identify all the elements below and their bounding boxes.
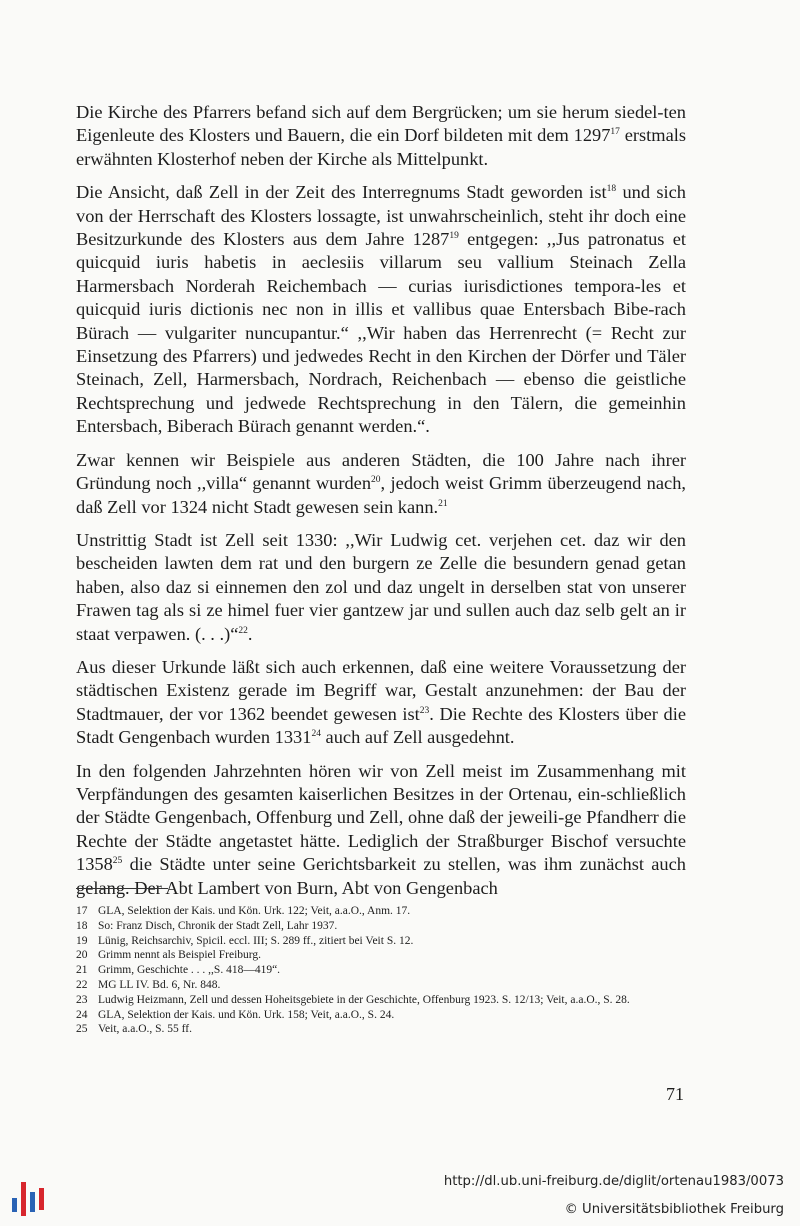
footnote-text: GLA, Selektion der Kais. und Kön. Urk. 122; Veit, a.a.O., Anm. 17. (98, 905, 411, 917)
footnote-number: 25 (76, 1023, 88, 1036)
paragraph-text: und sich von der Herrschaft des Klosters lossagte, ist unwahrscheinlich, steht ihr doch eine Besitzurkunde des Klosters aus dem Jahre 1287 (76, 182, 686, 250)
paragraph-text: Zwar kennen wir Beispiele aus anderen Städten, die 100 Jahre nach ihrer Gründung noch ,,villa“ genannt wurden (76, 449, 686, 494)
footnote-number: 19 (76, 934, 88, 947)
footnote-text: MG LL IV. Bd. 6, Nr. 848. (98, 978, 221, 991)
footnote-number: 21 (76, 964, 88, 977)
footnote-ref[interactable]: 23 (419, 705, 430, 716)
page-number: 71 (666, 1084, 684, 1104)
footnote-number: 22 (76, 978, 88, 991)
paragraph-text: . Die Rechte des Klosters über die Stadt Gengenbach wurden 1331 (76, 703, 686, 748)
footer-copyright: © Universitätsbibliothek Freiburg (564, 1202, 784, 1217)
footnote-ref[interactable]: 22 (238, 625, 248, 636)
footnote (76, 1008, 688, 1023)
footnote-text: Veit, a.a.O., S. 55 ff. (98, 1023, 193, 1036)
footnote (76, 993, 688, 1008)
paragraph-text: Die Ansicht, daß Zell in der Zeit des Interregnums Stadt geworden ist (76, 182, 607, 203)
paragraph-text: Aus dieser Urkunde läßt sich auch erkennen, daß eine weitere Voraussetzung der städtischen Existenz gerade im Begriff war, Gestalt anzunehmen: der Bau der Stadtmauer, der vor 1362 beendet gewesen ist (76, 656, 686, 724)
paragraph-text: die Städte unter seine Gerichtsbarkeit zu stellen, was ihm zunächst auch gelang. Der Abt Lambert von Burn, Abt von Gengenbach (76, 854, 686, 898)
footnote-ref[interactable]: 17 (610, 127, 620, 138)
paragraph-text: auch auf Zell ausgedehnt. (320, 727, 515, 748)
footnote-separator (76, 888, 168, 889)
paragraph-text: In den folgenden Jahrzehnten hören wir von Zell meist im Zusammenhang mit Verpfändungen des gesamten kaiserlichen Besitzes in der Ortenau, ein-schließlich der Städte Gengenbach, Offenburg und Zell, ohne daß der jeweili-ge Pfandherr die Rechte der Städte angetastet hätte. Lediglich der Straßburger Bischof versuchte 1358 (76, 760, 686, 875)
footnote-number: 23 (76, 993, 88, 1006)
footnote-ref[interactable]: 19 (449, 231, 459, 242)
body-text (76, 101, 686, 910)
footnote (76, 948, 688, 963)
paragraph (76, 760, 686, 900)
footnote-ref[interactable]: 18 (606, 184, 617, 195)
footnote-text: Grimm, Geschichte . . . ,,S. 418—419“. (98, 964, 281, 977)
footnote (76, 919, 688, 934)
paragraph (76, 181, 686, 438)
footnote-ref[interactable]: 24 (311, 729, 321, 740)
footnote-number: 20 (76, 949, 88, 962)
footnote-text: Lünig, Reichsarchiv, Spicil. eccl. III; S. 289 ff., zitiert bei Veit S. 12. (98, 934, 414, 947)
paragraph-text: erstmals erwähnten Klosterhof neben der Kirche als Mittelpunkt. (76, 125, 686, 169)
paragraph-text: , jedoch weist Grimm überzeugend nach, daß Zell vor 1324 nicht Stadt gewesen sein kann. (76, 473, 686, 517)
paragraph (76, 449, 686, 519)
paragraph (76, 101, 686, 171)
footnote-ref[interactable]: 21 (438, 498, 448, 509)
footnote-number: 24 (76, 1008, 88, 1021)
footnote-text: GLA, Selektion der Kais. und Kön. Urk. 158; Veit, a.a.O., S. 24. (98, 1008, 395, 1021)
paragraph-text: Unstrittig Stadt ist Zell seit 1330: ,,Wir Ludwig cet. verjehen cet. daz wir den bescheiden lawten dem rat und den burgern ze Zelle die besundern genad getan haben, also daz si einnemen den zol und daz ungelt in derselben stat von unserer Frawen tag als si ze himel fuer vier gantzew jar und sullen auch daz selb gelt an ir staat verpawen. (. . .)“ (76, 529, 686, 644)
footnote (76, 934, 688, 949)
footer-url-link[interactable]: http://dl.ub.uni-freiburg.de/diglit/ortenau1983/0073 (443, 1174, 784, 1189)
paragraph-text: Die Kirche des Pfarrers befand sich auf dem Bergrücken; um sie herum siedel-ten Eigenleute des Klosters und Bauern, die ein Dorf bildeten mit dem 1297 (76, 102, 686, 146)
paragraph (76, 656, 686, 750)
ub-freiburg-logo-icon (10, 1178, 52, 1220)
paragraph-text: . (247, 623, 253, 644)
paragraph-text: entgegen: ,,Jus patronatus et quicquid iuris habetis in aeclesiis villarum seu vallium Steinach Zella Harmersbach Norderah Reichembach — curias iurisdictiones tempora-les et quicquid iuris dictionis nec non in illis et vallibus quae Entersbach Bibe-rach Bürach — vulgariter nuncupantur.“ ,,Wir haben das Herrenrecht (= Recht zur Einsetzung des Pfarrers) und jedwedes Recht in den Kirchen der Dörfer und Täler Steinach, Zell, Harmersbach, Nordrach, Reichenbach — ebenso die geistliche Rechtsprechung und jedwede Rechtsprechung in den Tälern, die gemeinhin Entersbach, Biberach Bürach genannt werden.“. (76, 229, 686, 437)
footnote-text: Grimm nennt als Beispiel Freiburg. (98, 949, 262, 962)
footnotes (76, 904, 688, 1037)
footnote (76, 978, 688, 993)
footnote (76, 963, 688, 978)
footnote-number: 18 (76, 919, 88, 932)
footnote-text: So: Franz Disch, Chronik der Stadt Zell, Lahr 1937. (98, 919, 338, 932)
footnote-ref[interactable]: 20 (371, 475, 381, 486)
footnote-number: 17 (76, 905, 88, 917)
footnote-ref[interactable]: 25 (112, 856, 123, 867)
paragraph (76, 529, 686, 646)
footnote (76, 904, 688, 919)
footnote (76, 1022, 688, 1037)
footnote-text: Ludwig Heizmann, Zell und dessen Hoheitsgebiete in der Geschichte, Offenburg 1923. S. 12/13; Veit, a.a.O., S. 28. (98, 993, 630, 1006)
